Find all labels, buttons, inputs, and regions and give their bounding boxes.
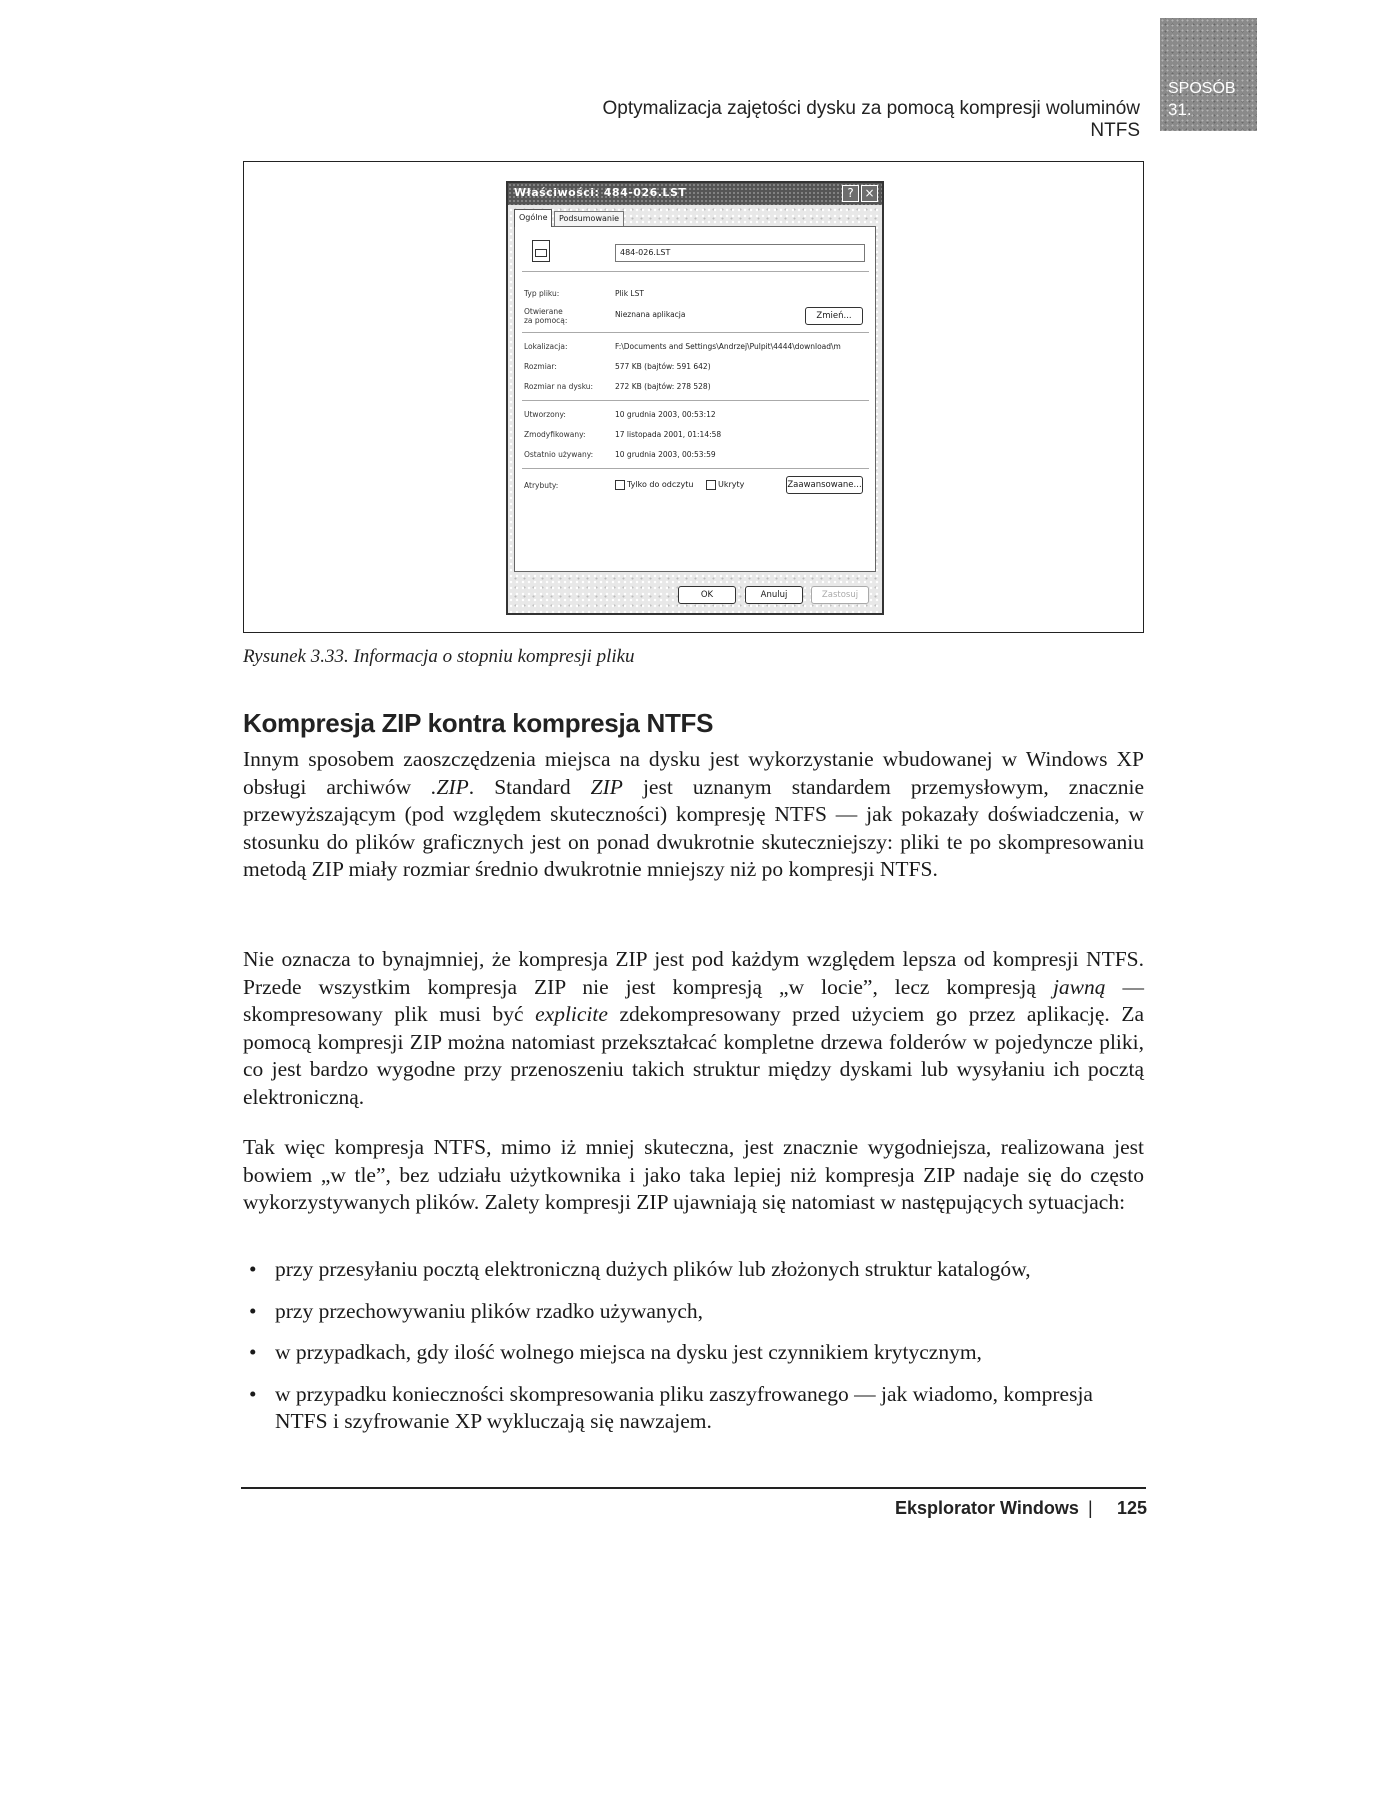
badge-number: 31. (1168, 100, 1192, 119)
paragraph-1-text-a: Innym sposobem zaoszczędzenia miejsca na dysku jest wykorzystanie wbudowanej w Windows XP obsługi archiwów (243, 747, 1144, 799)
badge-label: SPOSÓB (1168, 80, 1236, 97)
readonly-checkbox[interactable] (615, 480, 625, 490)
open-with-label: Otwierane (524, 307, 563, 316)
cancel-button[interactable]: Anuluj (745, 586, 803, 604)
location-label: Lokalizacja: (524, 342, 568, 351)
open-with-label-2: za pomocą: (524, 316, 568, 325)
apply-button[interactable]: Zastosuj (811, 586, 869, 604)
size-value: 577 KB (bajtów: 591 642) (615, 362, 711, 371)
hidden-label[interactable]: Ukryty (718, 480, 745, 489)
figure-caption: Rysunek 3.33. Informacja o stopniu kompresji pliku (243, 646, 635, 667)
size-label: Rozmiar: (524, 362, 557, 371)
accessed-label: Ostatnio używany: (524, 450, 594, 459)
paragraph-1-zip-ext: .ZIP (431, 774, 469, 799)
paragraph-1-zip: ZIP (590, 774, 623, 799)
divider (522, 332, 869, 333)
divider (522, 271, 869, 272)
general-tab-panel (514, 226, 876, 572)
type-value: Plik LST (615, 289, 644, 298)
close-button[interactable]: × (861, 185, 878, 202)
paragraph-1 (243, 746, 1144, 884)
footer-rule (241, 1487, 1146, 1489)
created-label: Utworzony: (524, 410, 566, 419)
location-value: F:\Documents and Settings\Andrzej\Pulpit\4444\download\m (615, 342, 841, 351)
accessed-value: 10 grudnia 2003, 00:53:59 (615, 450, 716, 459)
bullet-list (243, 1256, 1148, 1450)
tab-summary[interactable]: Podsumowanie (554, 211, 624, 227)
dialog-titlebar (508, 183, 882, 205)
disk-size-label: Rozmiar na dysku: (524, 382, 594, 391)
filename-input[interactable]: 484-026.LST (615, 244, 865, 262)
paragraph-2 (243, 946, 1144, 1111)
type-label: Typ pliku: (524, 289, 560, 298)
paragraph-2-text-c: zdekompresowany przed użyciem go przez aplikację. Za pomocą kompresji ZIP można natomiast przekształcać kompletne drzewa folderów w pojedyncze pliki, co jest bardzo wygodne przy przenoszeniu takich struktur między dyskami lub wysyłaniu ich pocztą elektroniczną. (243, 1002, 1144, 1109)
tab-general[interactable]: Ogólne (514, 209, 552, 227)
footer-title: Eksplorator Windows (895, 1498, 1079, 1518)
modified-label: Zmodyfikowany: (524, 430, 586, 439)
properties-dialog (506, 181, 884, 615)
list-item: • w przypadkach, gdy ilość wolnego miejsca na dysku jest czynnikiem krytycznym, (243, 1339, 1148, 1367)
paragraph-3: Tak więc kompresja NTFS, mimo iż mniej skuteczna, jest znacznie wygodniejsza, realizowana jest bowiem „w tle”, bez udziału użytkownika i jako taka lepiej niż kompresja ZIP nadaje się do często wykorzystywanych plików. Zalety kompresji ZIP ujawniają się natomiast w następujących sytuacjach: (243, 1135, 1144, 1214)
paragraph-2-text-a: Nie oznacza to bynajmniej, że kompresja ZIP jest pod każdym względem lepsza od kompresji NTFS. Przede wszystkim kompresja ZIP nie jest kompresją „w locie”, lecz kompresją (243, 947, 1144, 999)
divider (522, 468, 869, 469)
change-button[interactable]: Zmień... (805, 307, 863, 325)
divider (522, 400, 869, 401)
hidden-checkbox[interactable] (706, 480, 716, 490)
ok-button[interactable]: OK (678, 586, 736, 604)
modified-value: 17 listopada 2001, 01:14:58 (615, 430, 722, 439)
attributes-label: Atrybuty: (524, 481, 559, 490)
list-item: • przy przechowywaniu plików rzadko używanych, (243, 1298, 1148, 1326)
paragraph-2-explicite: explicite (535, 1002, 608, 1026)
paragraph-2-text-b: — skompresowany plik musi być (243, 974, 1145, 1026)
paragraph-1-text-b: . Standard (468, 774, 591, 799)
page-number: 125 (1117, 1498, 1148, 1518)
created-value: 10 grudnia 2003, 00:53:12 (615, 410, 716, 419)
paragraph-2-jawna: jawną (1052, 974, 1106, 999)
disk-size-value: 272 KB (bajtów: 278 528) (615, 382, 711, 391)
help-button[interactable]: ? (842, 185, 859, 202)
dialog-title: Właściwości: 484-026.LST (514, 186, 687, 199)
list-item: • przy przesyłaniu pocztą elektroniczną dużych plików lub złożonych struktur katalogów, (243, 1256, 1148, 1284)
section-heading: Kompresja ZIP kontra kompresja NTFS (243, 708, 714, 738)
readonly-label[interactable]: Tylko do odczytu (627, 480, 694, 489)
list-item: • w przypadku konieczności skompresowania pliku zaszyfrowanego — jak wiadomo, kompresja NTFS i szyfrowanie XP wykluczają się nawzajem. (243, 1381, 1148, 1436)
running-header: Optymalizacja zajętości dysku za pomocą kompresji woluminów NTFS (602, 98, 1140, 141)
file-icon (532, 240, 550, 262)
footer-separator: | (1088, 1498, 1093, 1518)
advanced-button[interactable]: Zaawansowane... (786, 476, 863, 494)
section-badge (1160, 18, 1257, 131)
paragraph-1-text-c: jest uznanym standardem przemysłowym, znacznie przewyższającym (pod względem skuteczności) kompresję NTFS — jak pokazały doświadczenia, w stosunku do plików graficznych jest on ponad dwukrotnie skuteczniejszy: pliki te po skompresowaniu metodą ZIP miały rozmiar średnio dwukrotnie mniejszy niż po kompresji NTFS. (243, 774, 1144, 881)
open-with-value: Nieznana aplikacja (615, 310, 686, 319)
